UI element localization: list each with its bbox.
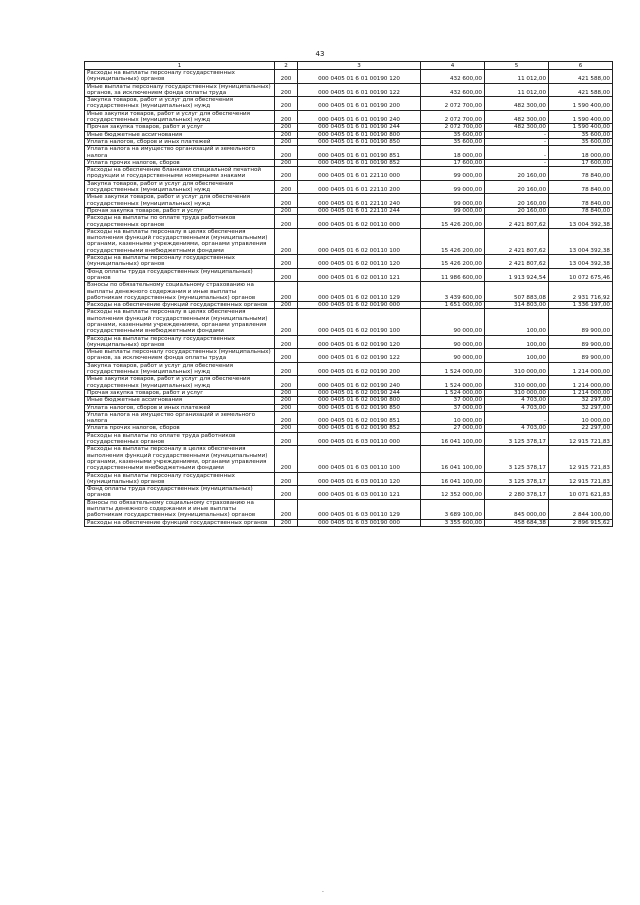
table-row xyxy=(85,425,613,432)
row-remaining-amount: 78 840,00 xyxy=(549,167,613,181)
row-line-code: 200 xyxy=(275,446,298,472)
row-budget-code: 000 0405 01 6 01 22110 200 xyxy=(298,180,421,194)
row-budget-code: 000 0405 01 6 01 00190 850 xyxy=(298,138,421,145)
row-line-code: 200 xyxy=(275,207,298,214)
table-row xyxy=(85,159,613,166)
row-remaining-amount: 32 297,00 xyxy=(549,397,613,404)
table-row xyxy=(85,432,613,446)
row-remaining-amount: 35 600,00 xyxy=(549,131,613,138)
row-name: Взносы по обязательному социальному страхованию на выплаты денежного содержания и иные выплаты работникам государственных (муниципальных) органов xyxy=(85,499,275,519)
row-name: Иные выплаты персоналу государственных (муниципальных) органов, за исключением фонда оплаты труда xyxy=(85,83,275,97)
row-remaining-amount: 12 915 721,83 xyxy=(549,446,613,472)
row-approved-amount: 3 439 600,00 xyxy=(421,282,485,302)
row-approved-amount: 432 600,00 xyxy=(421,70,485,84)
row-approved-amount: 1 524 000,00 xyxy=(421,376,485,390)
row-budget-code: 000 0405 01 6 02 00190 240 xyxy=(298,376,421,390)
table-row xyxy=(85,194,613,208)
row-line-code: 200 xyxy=(275,389,298,396)
row-remaining-amount: 12 915 721,83 xyxy=(549,472,613,486)
table-row xyxy=(85,255,613,269)
row-approved-amount: 12 352 000,00 xyxy=(421,486,485,500)
row-approved-amount: 16 041 100,00 xyxy=(421,432,485,446)
row-name: Расходы на выплаты по оплате труда работников государственных органов xyxy=(85,215,275,229)
table-body xyxy=(85,70,613,527)
row-executed-amount: 20 160,00 xyxy=(485,167,549,181)
row-budget-code: 000 0405 01 6 02 00190 852 xyxy=(298,425,421,432)
row-line-code: 200 xyxy=(275,404,298,411)
row-budget-code: 000 0405 01 6 03 00110 121 xyxy=(298,486,421,500)
row-name: Фонд оплаты труда государственных (муниципальных) органов xyxy=(85,268,275,282)
row-remaining-amount: 2 896 915,62 xyxy=(549,519,613,526)
table-row xyxy=(85,83,613,97)
row-remaining-amount: 17 600,00 xyxy=(549,159,613,166)
row-budget-code: 000 0405 01 6 01 00190 122 xyxy=(298,83,421,97)
table-row xyxy=(85,268,613,282)
column-number-6: 6 xyxy=(549,62,613,70)
row-budget-code: 000 0405 01 6 01 00190 240 xyxy=(298,110,421,124)
row-budget-code: 000 0405 01 6 02 00110 129 xyxy=(298,282,421,302)
row-line-code: 200 xyxy=(275,167,298,181)
row-executed-amount: 458 684,38 xyxy=(485,519,549,526)
row-budget-code: 000 0405 01 6 02 00190 850 xyxy=(298,404,421,411)
table-row xyxy=(85,302,613,309)
row-approved-amount: 18 000,00 xyxy=(421,146,485,160)
row-line-code: 200 xyxy=(275,110,298,124)
table-row xyxy=(85,97,613,111)
row-name: Расходы на выплаты по оплате труда работников государственных органов xyxy=(85,432,275,446)
row-approved-amount: 432 600,00 xyxy=(421,83,485,97)
row-remaining-amount: 78 840,00 xyxy=(549,194,613,208)
row-executed-amount: 310 000,00 xyxy=(485,376,549,390)
row-executed-amount: 482 300,00 xyxy=(485,110,549,124)
row-approved-amount: 10 000,00 xyxy=(421,411,485,425)
row-line-code: 200 xyxy=(275,255,298,269)
row-remaining-amount: 1 590 400,00 xyxy=(549,124,613,131)
row-remaining-amount: 89 900,00 xyxy=(549,349,613,363)
row-executed-amount: 3 125 378,17 xyxy=(485,472,549,486)
table-row xyxy=(85,397,613,404)
row-name: Иные бюджетные ассигнования xyxy=(85,131,275,138)
column-number-5: 5 xyxy=(485,62,549,70)
row-executed-amount: 20 160,00 xyxy=(485,207,549,214)
row-budget-code: 000 0405 01 6 02 00190 851 xyxy=(298,411,421,425)
row-line-code: 200 xyxy=(275,335,298,349)
row-executed-amount: 4 703,00 xyxy=(485,397,549,404)
row-remaining-amount: 32 297,00 xyxy=(549,404,613,411)
row-approved-amount: 3 355 600,00 xyxy=(421,519,485,526)
budget-table xyxy=(84,61,613,527)
row-executed-amount: 2 421 807,62 xyxy=(485,215,549,229)
row-name: Прочая закупка товаров, работ и услуг xyxy=(85,124,275,131)
row-line-code: 200 xyxy=(275,138,298,145)
row-name: Расходы на выплаты персоналу государственных (муниципальных) органов xyxy=(85,255,275,269)
row-approved-amount: 90 000,00 xyxy=(421,335,485,349)
row-approved-amount: 90 000,00 xyxy=(421,349,485,363)
row-line-code: 200 xyxy=(275,425,298,432)
row-approved-amount: 1 524 000,00 xyxy=(421,389,485,396)
row-name: Закупка товаров, работ и услуг для обеспечения государственных (муниципальных) нужд xyxy=(85,362,275,376)
table-row xyxy=(85,138,613,145)
row-budget-code: 000 0405 01 6 01 00190 851 xyxy=(298,146,421,160)
row-budget-code: 000 0405 01 6 03 00110 100 xyxy=(298,446,421,472)
row-name: Расходы на обеспечение функций государственных органов xyxy=(85,519,275,526)
row-executed-amount: - xyxy=(485,159,549,166)
row-line-code: 200 xyxy=(275,268,298,282)
row-line-code: 200 xyxy=(275,131,298,138)
row-remaining-amount: 1 214 000,00 xyxy=(549,389,613,396)
row-name: Расходы на выплаты персоналу государственных (муниципальных) органов xyxy=(85,70,275,84)
row-line-code: 200 xyxy=(275,309,298,335)
row-approved-amount: 37 000,00 xyxy=(421,397,485,404)
row-remaining-amount: 10 000,00 xyxy=(549,411,613,425)
row-approved-amount: 99 000,00 xyxy=(421,207,485,214)
row-approved-amount: 35 600,00 xyxy=(421,131,485,138)
row-line-code: 200 xyxy=(275,194,298,208)
table-row xyxy=(85,70,613,84)
row-approved-amount: 2 072 700,00 xyxy=(421,110,485,124)
row-line-code: 200 xyxy=(275,411,298,425)
table-row xyxy=(85,519,613,526)
row-executed-amount: 310 000,00 xyxy=(485,362,549,376)
table-row xyxy=(85,131,613,138)
row-budget-code: 000 0405 01 6 01 00190 120 xyxy=(298,70,421,84)
row-name: Прочая закупка товаров, работ и услуг xyxy=(85,207,275,214)
row-executed-amount: - xyxy=(485,411,549,425)
row-line-code: 200 xyxy=(275,499,298,519)
table-row xyxy=(85,486,613,500)
row-executed-amount: 482 300,00 xyxy=(485,97,549,111)
row-budget-code: 000 0405 01 6 02 00190 000 xyxy=(298,302,421,309)
row-remaining-amount: 89 900,00 xyxy=(549,309,613,335)
row-name: Уплата прочих налогов, сборов xyxy=(85,159,275,166)
row-approved-amount: 3 689 100,00 xyxy=(421,499,485,519)
row-line-code: 200 xyxy=(275,83,298,97)
row-executed-amount: 4 703,00 xyxy=(485,425,549,432)
row-line-code: 200 xyxy=(275,302,298,309)
row-line-code: 200 xyxy=(275,432,298,446)
row-approved-amount: 99 000,00 xyxy=(421,180,485,194)
row-name: Расходы на выплаты персоналу государственных (муниципальных) органов xyxy=(85,335,275,349)
row-approved-amount: 2 072 700,00 xyxy=(421,97,485,111)
table-row xyxy=(85,472,613,486)
table-row xyxy=(85,376,613,390)
row-approved-amount: 15 426 200,00 xyxy=(421,215,485,229)
table-row xyxy=(85,180,613,194)
row-executed-amount: 314 803,00 xyxy=(485,302,549,309)
row-name: Уплата прочих налогов, сборов xyxy=(85,425,275,432)
row-executed-amount: 2 421 807,62 xyxy=(485,255,549,269)
row-approved-amount: 2 072 700,00 xyxy=(421,124,485,131)
table-row xyxy=(85,124,613,131)
table-row xyxy=(85,207,613,214)
row-remaining-amount: 13 004 392,38 xyxy=(549,215,613,229)
row-name: Взносы по обязательному социальному страхованию на выплаты денежного содержания и иные выплаты работникам государственных (муниципальных) органов xyxy=(85,282,275,302)
row-budget-code: 000 0405 01 6 02 00190 122 xyxy=(298,349,421,363)
row-name: Расходы на выплаты персоналу в целях обеспечения выполнения функций государственными (муниципальными) органами, казенными учреждениями, органами управления государственными внебюджетными фондами xyxy=(85,309,275,335)
row-budget-code: 000 0405 01 6 02 00110 000 xyxy=(298,215,421,229)
row-line-code: 200 xyxy=(275,486,298,500)
row-approved-amount: 15 426 200,00 xyxy=(421,228,485,254)
row-approved-amount: 99 000,00 xyxy=(421,167,485,181)
row-remaining-amount: 2 931 716,92 xyxy=(549,282,613,302)
row-name: Прочая закупка товаров, работ и услуг xyxy=(85,389,275,396)
row-name: Расходы на обеспечение бланками специальной печатной продукции и государственными номерными знаками xyxy=(85,167,275,181)
row-line-code: 200 xyxy=(275,472,298,486)
table-row xyxy=(85,411,613,425)
row-name: Закупка товаров, работ и услуг для обеспечения государственных (муниципальных) нужд xyxy=(85,180,275,194)
row-approved-amount: 1 524 000,00 xyxy=(421,362,485,376)
row-budget-code: 000 0405 01 6 01 00190 244 xyxy=(298,124,421,131)
row-approved-amount: 90 000,00 xyxy=(421,309,485,335)
row-line-code: 200 xyxy=(275,146,298,160)
row-executed-amount: 20 160,00 xyxy=(485,180,549,194)
row-remaining-amount: 1 590 400,00 xyxy=(549,97,613,111)
column-number-2: 2 xyxy=(275,62,298,70)
table-row xyxy=(85,215,613,229)
row-name: Расходы на выплаты персоналу государственных (муниципальных) органов xyxy=(85,472,275,486)
row-approved-amount: 99 000,00 xyxy=(421,194,485,208)
row-name: Уплата налога на имущество организаций и земельного налога xyxy=(85,146,275,160)
table-row xyxy=(85,309,613,335)
footer-mark: . xyxy=(322,887,324,894)
row-budget-code: 000 0405 01 6 03 00110 120 xyxy=(298,472,421,486)
row-approved-amount: 35 600,00 xyxy=(421,138,485,145)
row-line-code: 200 xyxy=(275,362,298,376)
row-budget-code: 000 0405 01 6 02 00190 200 xyxy=(298,362,421,376)
row-executed-amount: 310 000,00 xyxy=(485,389,549,396)
row-name: Иные закупки товаров, работ и услуг для обеспечения государственных (муниципальных) нужд xyxy=(85,376,275,390)
row-line-code: 200 xyxy=(275,70,298,84)
row-name: Расходы на выплаты персоналу в целях обеспечения выполнения функций государственными (муниципальными) органами, казенными учреждениями, органами управления государственными внебюджетными фондами xyxy=(85,228,275,254)
row-executed-amount: 2 421 807,62 xyxy=(485,228,549,254)
row-budget-code: 000 0405 01 6 01 22110 244 xyxy=(298,207,421,214)
table-row xyxy=(85,446,613,472)
row-remaining-amount: 22 297,00 xyxy=(549,425,613,432)
row-line-code: 200 xyxy=(275,215,298,229)
table-row xyxy=(85,499,613,519)
row-remaining-amount: 13 004 392,38 xyxy=(549,228,613,254)
row-line-code: 200 xyxy=(275,97,298,111)
row-budget-code: 000 0405 01 6 03 00110 129 xyxy=(298,499,421,519)
row-executed-amount: 1 913 924,54 xyxy=(485,268,549,282)
row-budget-code: 000 0405 01 6 02 00110 120 xyxy=(298,255,421,269)
row-budget-code: 000 0405 01 6 02 00190 800 xyxy=(298,397,421,404)
row-name: Иные бюджетные ассигнования xyxy=(85,397,275,404)
row-name: Иные выплаты персоналу государственных (муниципальных) органов, за исключением фонда оплаты труда xyxy=(85,349,275,363)
row-line-code: 200 xyxy=(275,282,298,302)
row-executed-amount: - xyxy=(485,131,549,138)
table-row xyxy=(85,110,613,124)
row-budget-code: 000 0405 01 6 03 00190 000 xyxy=(298,519,421,526)
row-remaining-amount: 10 071 621,83 xyxy=(549,486,613,500)
row-executed-amount: 482 300,00 xyxy=(485,124,549,131)
row-line-code: 200 xyxy=(275,124,298,131)
table-row xyxy=(85,389,613,396)
row-remaining-amount: 1 214 000,00 xyxy=(549,362,613,376)
row-executed-amount: 3 125 378,17 xyxy=(485,432,549,446)
row-remaining-amount: 35 600,00 xyxy=(549,138,613,145)
table-row xyxy=(85,146,613,160)
row-remaining-amount: 1 336 197,00 xyxy=(549,302,613,309)
row-executed-amount: 3 125 378,17 xyxy=(485,446,549,472)
row-remaining-amount: 18 000,00 xyxy=(549,146,613,160)
row-approved-amount: 37 000,00 xyxy=(421,404,485,411)
column-number-1: 1 xyxy=(85,62,275,70)
row-remaining-amount: 78 840,00 xyxy=(549,180,613,194)
table-row xyxy=(85,349,613,363)
row-budget-code: 000 0405 01 6 01 00190 800 xyxy=(298,131,421,138)
row-budget-code: 000 0405 01 6 02 00190 120 xyxy=(298,335,421,349)
row-name: Фонд оплаты труда государственных (муниципальных) органов xyxy=(85,486,275,500)
row-budget-code: 000 0405 01 6 03 00110 000 xyxy=(298,432,421,446)
row-budget-code: 000 0405 01 6 02 00110 100 xyxy=(298,228,421,254)
row-executed-amount: 507 883,08 xyxy=(485,282,549,302)
row-approved-amount: 16 041 100,00 xyxy=(421,446,485,472)
row-name: Закупка товаров, работ и услуг для обеспечения государственных (муниципальных) нужд xyxy=(85,97,275,111)
row-remaining-amount: 12 915 721,83 xyxy=(549,432,613,446)
table-row xyxy=(85,404,613,411)
row-remaining-amount: 1 590 400,00 xyxy=(549,110,613,124)
row-executed-amount: - xyxy=(485,138,549,145)
row-approved-amount: 15 426 200,00 xyxy=(421,255,485,269)
row-approved-amount: 11 986 600,00 xyxy=(421,268,485,282)
row-approved-amount: 1 651 000,00 xyxy=(421,302,485,309)
row-remaining-amount: 421 588,00 xyxy=(549,70,613,84)
row-approved-amount: 16 041 100,00 xyxy=(421,472,485,486)
row-remaining-amount: 1 214 000,00 xyxy=(549,376,613,390)
table-row xyxy=(85,282,613,302)
table-row xyxy=(85,362,613,376)
row-remaining-amount: 421 588,00 xyxy=(549,83,613,97)
row-budget-code: 000 0405 01 6 02 00190 100 xyxy=(298,309,421,335)
row-remaining-amount: 2 844 100,00 xyxy=(549,499,613,519)
row-remaining-amount: 78 840,00 xyxy=(549,207,613,214)
row-name: Расходы на выплаты персоналу в целях обеспечения выполнения функций государственными (муниципальными) органами, казенными учреждениями, органами управления государственными внебюджетными фондами xyxy=(85,446,275,472)
row-budget-code: 000 0405 01 6 02 00110 121 xyxy=(298,268,421,282)
row-name: Уплата налогов, сборов и иных платежей xyxy=(85,404,275,411)
row-line-code: 200 xyxy=(275,159,298,166)
row-line-code: 200 xyxy=(275,349,298,363)
row-executed-amount: 845 000,00 xyxy=(485,499,549,519)
row-line-code: 200 xyxy=(275,397,298,404)
row-budget-code: 000 0405 01 6 01 00190 200 xyxy=(298,97,421,111)
row-executed-amount: 20 160,00 xyxy=(485,194,549,208)
row-name: Расходы на обеспечение функций государственных органов xyxy=(85,302,275,309)
column-number-3: 3 xyxy=(298,62,421,70)
row-remaining-amount: 89 900,00 xyxy=(549,335,613,349)
row-executed-amount: 2 280 378,17 xyxy=(485,486,549,500)
row-name: Иные закупки товаров, работ и услуг для обеспечения государственных (муниципальных) нужд xyxy=(85,194,275,208)
page-number: 43 xyxy=(315,50,325,58)
row-line-code: 200 xyxy=(275,180,298,194)
row-approved-amount: 27 000,00 xyxy=(421,425,485,432)
row-executed-amount: 11 012,00 xyxy=(485,83,549,97)
column-number-4: 4 xyxy=(421,62,485,70)
row-executed-amount: 100,00 xyxy=(485,309,549,335)
row-line-code: 200 xyxy=(275,376,298,390)
row-remaining-amount: 10 072 675,46 xyxy=(549,268,613,282)
table-row xyxy=(85,167,613,181)
row-name: Уплата налогов, сборов и иных платежей xyxy=(85,138,275,145)
row-executed-amount: 4 703,00 xyxy=(485,404,549,411)
table-row xyxy=(85,335,613,349)
row-executed-amount: 100,00 xyxy=(485,349,549,363)
row-budget-code: 000 0405 01 6 01 22110 000 xyxy=(298,167,421,181)
row-executed-amount: 100,00 xyxy=(485,335,549,349)
row-name: Иные закупки товаров, работ и услуг для обеспечения государственных (муниципальных) нужд xyxy=(85,110,275,124)
row-executed-amount: 11 012,00 xyxy=(485,70,549,84)
row-approved-amount: 17 600,00 xyxy=(421,159,485,166)
row-executed-amount: - xyxy=(485,146,549,160)
row-line-code: 200 xyxy=(275,519,298,526)
column-number-row xyxy=(85,62,613,70)
row-name: Уплата налога на имущество организаций и земельного налога xyxy=(85,411,275,425)
table-row xyxy=(85,228,613,254)
row-budget-code: 000 0405 01 6 02 00190 244 xyxy=(298,389,421,396)
row-budget-code: 000 0405 01 6 01 00190 852 xyxy=(298,159,421,166)
row-remaining-amount: 13 004 392,38 xyxy=(549,255,613,269)
row-line-code: 200 xyxy=(275,228,298,254)
row-budget-code: 000 0405 01 6 01 22110 240 xyxy=(298,194,421,208)
